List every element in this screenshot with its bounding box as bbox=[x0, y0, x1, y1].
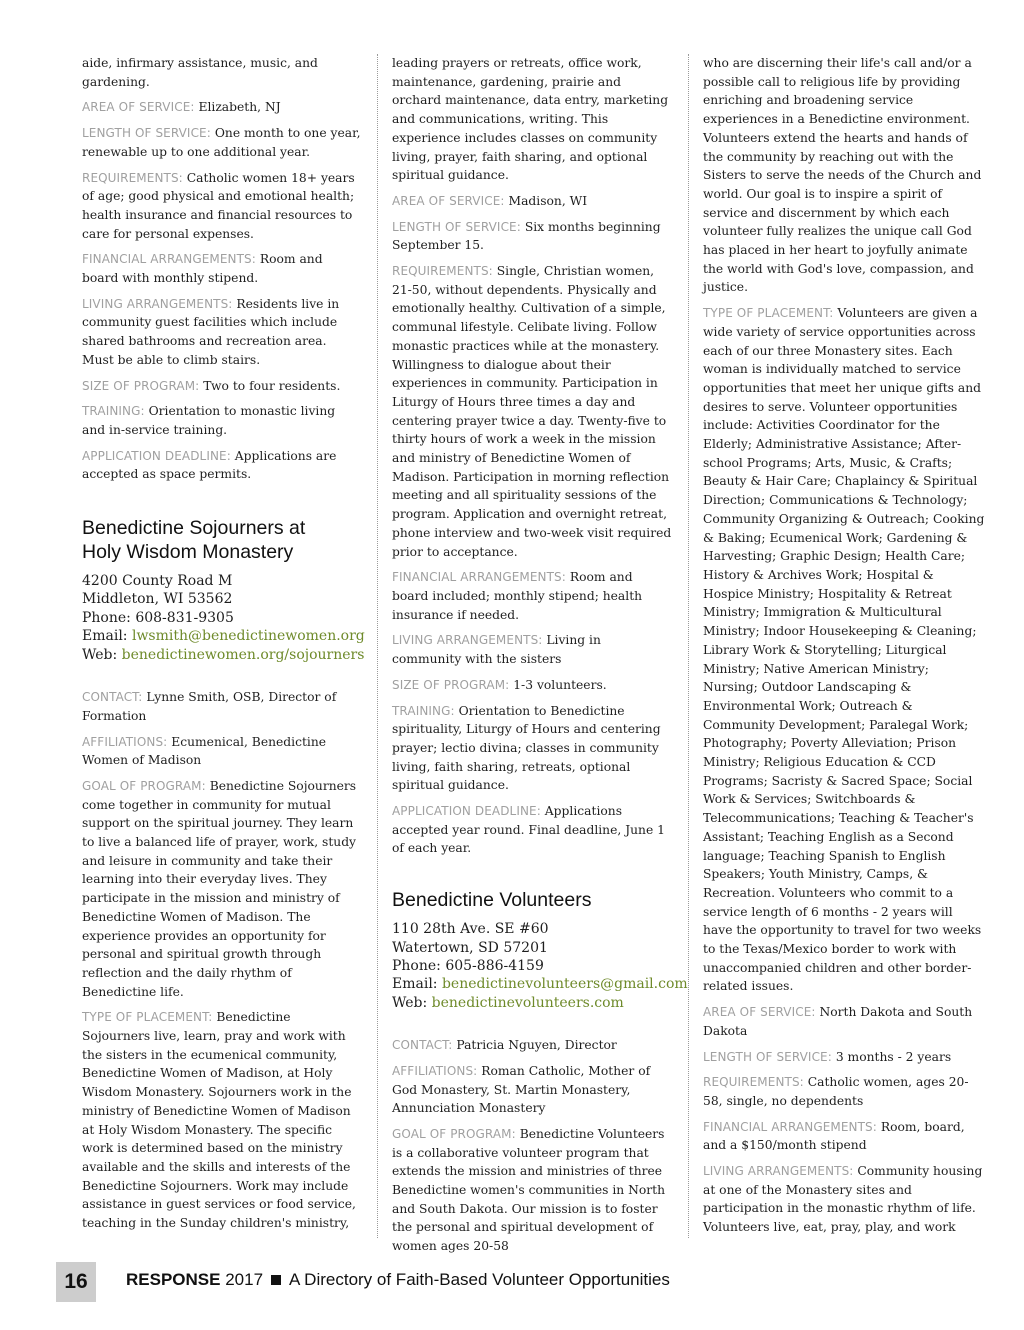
publication-year: 2017 bbox=[225, 1270, 264, 1289]
entry-label: TRAINING: bbox=[82, 404, 145, 419]
entry-text: Catholic women 18+ years of age; good physical and emotional health; health insurance and financial resources to care for personal expenses. bbox=[82, 170, 355, 241]
entry-text: Benedictine Sojourners come together in community for mutual support on the spiritual journey. They learn to live a balanced life of prayer, work, study and leisure in community and take their learning into their everyday lives. They participate in the mission and ministry of Benedictine Women of Madison. The experience provides an opportunity for personal and spiritual growth through reflection and the daily rhythm of Benedictine life. bbox=[82, 778, 357, 999]
column-3-intro: who are discerning their life's call and/or a possible call to religious life by providing enriching and broadening service experiences in a Benedictine environment. Volunteers extend the hearts and hands of the community by reaching out with the Sisters to serve the needs of the Church and world. Our goal is to inspire a spirit of service and discernment by which each volunteer fully realizes the unique call God has placed in her heart to joyfully animate the world with God's love, compassion, and justice. bbox=[703, 56, 982, 295]
entry bbox=[392, 1036, 672, 1055]
entry-label: APPLICATION DEADLINE: bbox=[82, 448, 231, 463]
entry-text: Volunteers are given a wide variety of service opportunities across each of our three Monastery sites. Each woman is individually matched to service opportunities that meet her unique gifts and desires to serve. Volunteer opportunities include: Activities Coordinator for the Elderly; Administrative Assistance; After-school Programs; Arts, Music, & Crafts; Beauty & Hair Care; Chaplaincy & Spiritual Direction; Communications & Technology; Community Organizing & Outreach; Cooking & Baking; Ecumenical Work; Gardening & Harvesting; Graphic Design; Health Care; History & Archives Work; Hospital & Hospice Ministry; Hospitality & Retreat Ministry; Immigration & Multicultural Ministry; Indoor Housekeeping & Cleaning; Library Work & Storytelling; Liturgical Ministry; Native American Ministry; Nursing; Outdoor Landscaping & Environmental Work; Outreach & Community Development; Paralegal Work; Photography; Poverty Alleviation; Prison Ministry; Religious Education & CCD Programs; Sacristy & Sacred Space; Social Work & Services; Switchboards & Telecommunications; Teaching & Teacher's Assistant; Teaching English as a Second language; Teaching Spanish to English Speakers; Youth Ministry, Camps, & Recreation. Volunteers who commit to a service length of 6 months - 2 years will have the opportunity to travel for two weeks to the Texas/Mexico border to work with unaccompanied children and other border-related issues. bbox=[703, 306, 985, 994]
entry-text: Two to four residents. bbox=[203, 378, 341, 393]
email-label: Email: bbox=[392, 976, 438, 993]
page-footer bbox=[56, 1262, 976, 1302]
entry-label: AREA OF SERVICE: bbox=[82, 100, 195, 115]
entry-text: Room and board included; monthly stipend; health insurance if needed. bbox=[392, 570, 643, 622]
column-2-intro: leading prayers or retreats, office work, maintenance, gardening, prairie and orchard maintenance, data entry, marketing and communications, writing. This experience includes classes on community living, prayer, faith sharing, and optional spiritual guidance. bbox=[392, 56, 669, 183]
entry bbox=[392, 676, 672, 695]
org-title-line: Benedictine Sojourners at bbox=[82, 517, 306, 540]
entry bbox=[82, 733, 362, 770]
entry-label: LENGTH OF SERVICE: bbox=[392, 219, 521, 234]
entry bbox=[82, 295, 362, 370]
entry-label: LENGTH OF SERVICE: bbox=[82, 126, 211, 141]
entry-label: CONTACT: bbox=[392, 1038, 453, 1053]
entry-text: Room and board with monthly stipend. bbox=[82, 252, 323, 286]
column-divider bbox=[377, 54, 378, 1238]
entry-text: Lynne Smith, OSB, Director of Formation bbox=[82, 690, 337, 723]
column-1 bbox=[82, 54, 365, 1240]
entry-text: Ecumenical, Benedictine Women of Madison bbox=[82, 734, 327, 768]
entry-label: AREA OF SERVICE: bbox=[392, 193, 505, 208]
entry-text: Room, board, and a $150/month stipend bbox=[703, 1119, 965, 1153]
entry-text: Orientation to monastic living and in-service training. bbox=[82, 404, 336, 437]
entry-label: FINANCIAL ARRANGEMENTS: bbox=[703, 1119, 877, 1134]
entry-label: LIVING ARRANGEMENTS: bbox=[392, 633, 543, 648]
entry bbox=[392, 1125, 672, 1256]
entry-text: Living in community with the sisters bbox=[392, 633, 601, 667]
entry bbox=[703, 304, 985, 996]
publication-name: RESPONSE bbox=[126, 1270, 221, 1289]
entry-label: LIVING ARRANGEMENTS: bbox=[703, 1164, 854, 1179]
column-3 bbox=[703, 54, 985, 1244]
entry-label: AFFILIATIONS: bbox=[392, 1063, 478, 1078]
entry bbox=[703, 1118, 985, 1155]
entry-label: TYPE OF PLACEMENT: bbox=[82, 1010, 213, 1025]
entry bbox=[82, 377, 362, 396]
entry-text: Elizabeth, NJ bbox=[198, 100, 281, 115]
entry bbox=[82, 124, 362, 161]
entry-label: CONTACT: bbox=[82, 690, 143, 705]
entry bbox=[392, 802, 672, 858]
entry-text: Benedictine Volunteers is a collaborative volunteer program that extends the mission and ministries of three Benedictine women's communities in North and South Dakota. Our mission is to foster the personal and spiritual development of women ages 20-58 bbox=[392, 1126, 665, 1254]
entry bbox=[82, 98, 362, 117]
address-block bbox=[392, 920, 688, 1012]
org-title bbox=[82, 516, 362, 564]
entry-label: LIVING ARRANGEMENTS: bbox=[82, 296, 233, 311]
email-row bbox=[82, 627, 365, 645]
page-number: 16 bbox=[56, 1262, 96, 1302]
column-1-intro: aide, infirmary assistance, music, and gardening. bbox=[82, 56, 318, 89]
entry-text: Patricia Nguyen, Director bbox=[456, 1038, 617, 1053]
email-row bbox=[392, 975, 688, 993]
entry bbox=[703, 1048, 985, 1067]
address-line: Watertown, SD 57201 bbox=[392, 939, 548, 956]
entry-text: Roman Catholic, Mother of God Monastery, St. Martin Monastery, Annunciation Monastery bbox=[392, 1063, 651, 1116]
entry-label: AFFILIATIONS: bbox=[82, 734, 168, 749]
entry-text: 3 months - 2 years bbox=[835, 1049, 952, 1064]
entry-text: Orientation to Benedictine spirituality, Liturgy of Hours and centering prayer; lectio divina; classes in community living, faith sharing, retreats, optional spiritual guidance. bbox=[392, 703, 661, 793]
entry-text: Applications are accepted as space permits. bbox=[82, 448, 337, 482]
address-block bbox=[82, 572, 365, 664]
footer-text bbox=[126, 1270, 670, 1290]
address-line: Middleton, WI 53562 bbox=[82, 591, 233, 608]
publication-subtitle: A Directory of Faith-Based Volunteer Opportunities bbox=[289, 1270, 670, 1289]
entry bbox=[392, 568, 672, 624]
entry bbox=[392, 1062, 672, 1118]
entry-text: Residents live in community guest facilities which include shared bathrooms and recreation area. Must be able to climb stairs. bbox=[82, 296, 340, 367]
entry bbox=[82, 1008, 362, 1232]
entry-label: TYPE OF PLACEMENT: bbox=[703, 306, 834, 321]
entry-text: Community housing at one of the Monastery sites and participation in the monastic rhythm of life. Volunteers live, eat, pray, play, and work bbox=[703, 1164, 983, 1235]
entry bbox=[82, 447, 362, 484]
org-title: Benedictine Volunteers bbox=[392, 889, 592, 912]
address-line: 4200 County Road M bbox=[82, 573, 233, 590]
web-label: Web: bbox=[82, 646, 118, 663]
entry-text: Six months beginning September 15. bbox=[392, 219, 661, 253]
email-link[interactable]: benedictinevolunteers@gmail.com bbox=[441, 976, 688, 993]
entry-label: REQUIREMENTS: bbox=[392, 264, 493, 279]
web-label: Web: bbox=[392, 994, 428, 1011]
phone: Phone: 608-831-9305 bbox=[82, 609, 234, 626]
entry bbox=[703, 1073, 985, 1110]
web-link[interactable]: benedictinevolunteers.com bbox=[431, 994, 624, 1011]
entry-label: FINANCIAL ARRANGEMENTS: bbox=[392, 570, 566, 585]
entry-text: Applications accepted year round. Final deadline, June 1 of each year. bbox=[392, 804, 665, 856]
entry bbox=[82, 402, 362, 439]
entry bbox=[82, 250, 362, 287]
entry bbox=[392, 218, 672, 255]
entry-label: FINANCIAL ARRANGEMENTS: bbox=[82, 252, 256, 267]
entry bbox=[82, 688, 362, 725]
entry-text: Benedictine Sojourners live, learn, pray and work with the sisters in the ecumenical community, Benedictine Women of Madison, at Holy Wisdom Monastery. Sojourners work in the ministry of Benedictine Women of Madison at Holy Wisdom Monastery. The specific work is determined based on the ministry available and the skills and interests of the Benedictine Sojourners. Work may include assistance in guest services or food service, teaching in the Sunday children's ministry, bbox=[82, 1010, 356, 1231]
entry-label: LENGTH OF SERVICE: bbox=[703, 1049, 832, 1064]
email-label: Email: bbox=[82, 628, 128, 645]
entry-label: GOAL OF PROGRAM: bbox=[82, 778, 206, 793]
column-2 bbox=[392, 54, 688, 1263]
entry-label: GOAL OF PROGRAM: bbox=[392, 1126, 516, 1141]
web-row bbox=[392, 994, 672, 1012]
entry-text: Madison, WI bbox=[508, 193, 588, 208]
entry bbox=[82, 169, 362, 244]
entry-text: One month to one year, renewable up to one additional year. bbox=[82, 126, 361, 159]
entry-label: APPLICATION DEADLINE: bbox=[392, 804, 541, 819]
web-link[interactable]: benedictinewomen.org/sojourners bbox=[121, 646, 365, 663]
phone: Phone: 605-886-4159 bbox=[392, 957, 544, 974]
entry bbox=[392, 702, 672, 796]
org-title-line: Holy Wisdom Monastery bbox=[82, 541, 294, 564]
entry-label: REQUIREMENTS: bbox=[82, 170, 183, 185]
entry bbox=[392, 192, 672, 211]
entry-label: SIZE OF PROGRAM: bbox=[82, 378, 200, 393]
web-row bbox=[82, 646, 365, 664]
entry bbox=[392, 631, 672, 668]
entry-text: Catholic women, ages 20-58, single, no dependents bbox=[703, 1075, 969, 1108]
entry-label: AREA OF SERVICE: bbox=[703, 1005, 816, 1020]
address-line: 110 28th Ave. SE #60 bbox=[392, 921, 549, 938]
entry-text: 1-3 volunteers. bbox=[513, 677, 607, 692]
entry bbox=[703, 1162, 985, 1237]
entry bbox=[392, 262, 672, 561]
square-bullet-icon bbox=[271, 1275, 281, 1285]
entry-label: SIZE OF PROGRAM: bbox=[392, 677, 510, 692]
column-divider bbox=[688, 54, 689, 1238]
entry bbox=[82, 777, 362, 1001]
entry-text: Single, Christian women, 21-50, without dependents. Physically and emotionally healthy. Cultivation of a simple, communal lifestyle. Celibate living. Follow monastic practices while at the monastery. Willingness to dialogue about their experiences in community. Participation in Liturgy of Hours three times a day and centering prayer twice a day. Twenty-five to thirty hours of work a week in the mission and ministry of Benedictine Women of Madison. Participation in morning reflection meeting and all spirituality sessions of the program. Application and overnight retreat, phone interview and two-week visit required prior to acceptance. bbox=[392, 264, 672, 559]
entry-label: TRAINING: bbox=[392, 703, 455, 718]
entry-text: North Dakota and South Dakota bbox=[703, 1005, 973, 1038]
entry bbox=[703, 1003, 985, 1040]
email-link[interactable]: lwsmith@benedictinewomen.org bbox=[131, 628, 365, 645]
entry-label: REQUIREMENTS: bbox=[703, 1075, 804, 1090]
